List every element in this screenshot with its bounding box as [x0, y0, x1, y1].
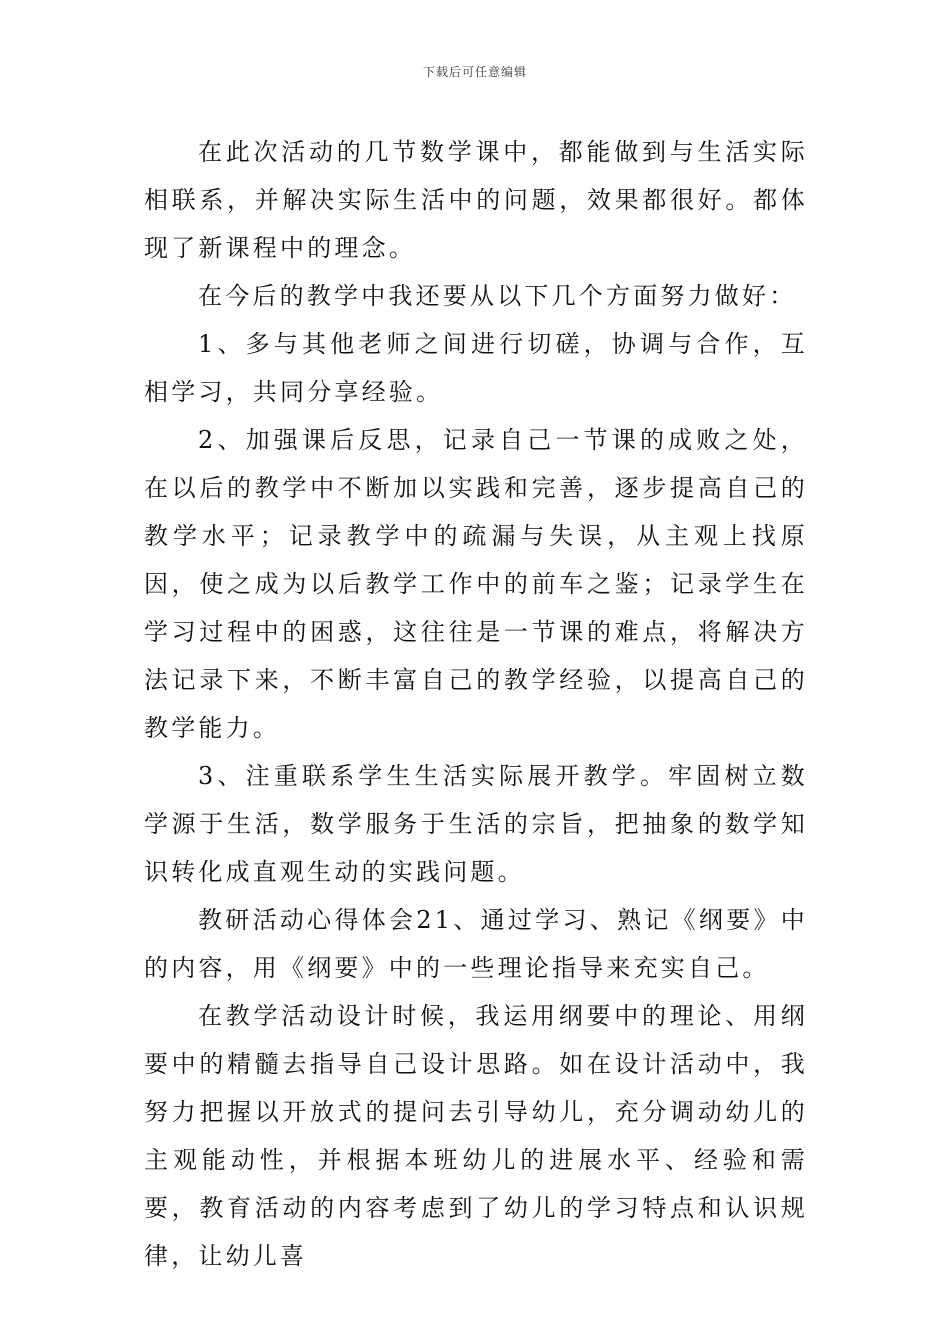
document-body — [144, 128, 808, 1280]
paragraph-2: 在今后的教学中我还要从以下几个方面努力做好： — [198, 282, 797, 310]
paragraph-5: 3、注重联系学生生活实际展开教学。牢固树立数学源于生活，数学服务于生活的宗旨，把抽象的数学知识转化成直观生动的实践问题。 — [144, 762, 808, 886]
page-header-note: 下载后可任意编辑 — [422, 65, 527, 79]
paragraph-6: 教研活动心得体会21、通过学习、熟记《纲要》中的内容，用《纲要》中的一些理论指导来充实自己。 — [144, 906, 808, 982]
paragraph-3: 1、多与其他老师之间进行切磋，协调与合作，互相学习，共同分享经验。 — [144, 330, 808, 406]
paragraph-1: 在此次活动的几节数学课中，都能做到与生活实际相联系，并解决实际生活中的问题，效果都很好。都体现了新课程中的理念。 — [144, 138, 808, 262]
paragraph-4: 2、加强课后反思，记录自己一节课的成败之处，在以后的教学中不断加以实践和完善，逐步提高自己的教学水平；记录教学中的疏漏与失误，从主观上找原因，使之成为以后教学工作中的前车之鉴；记录学生在学习过程中的困惑，这往往是一节课的难点，将解决方法记录下来，不断丰富自己的教学经验，以提高自己的教学能力。 — [144, 426, 808, 742]
paragraph-7: 在教学活动设计时候，我运用纲要中的理论、用纲要中的精髓去指导自己设计思路。如在设计活动中，我努力把握以开放式的提问去引导幼儿，充分调动幼儿的主观能动性，并根据本班幼儿的进展水平、经验和需要，教育活动的内容考虑到了幼儿的学习特点和认识规律，让幼儿喜 — [144, 1002, 808, 1270]
